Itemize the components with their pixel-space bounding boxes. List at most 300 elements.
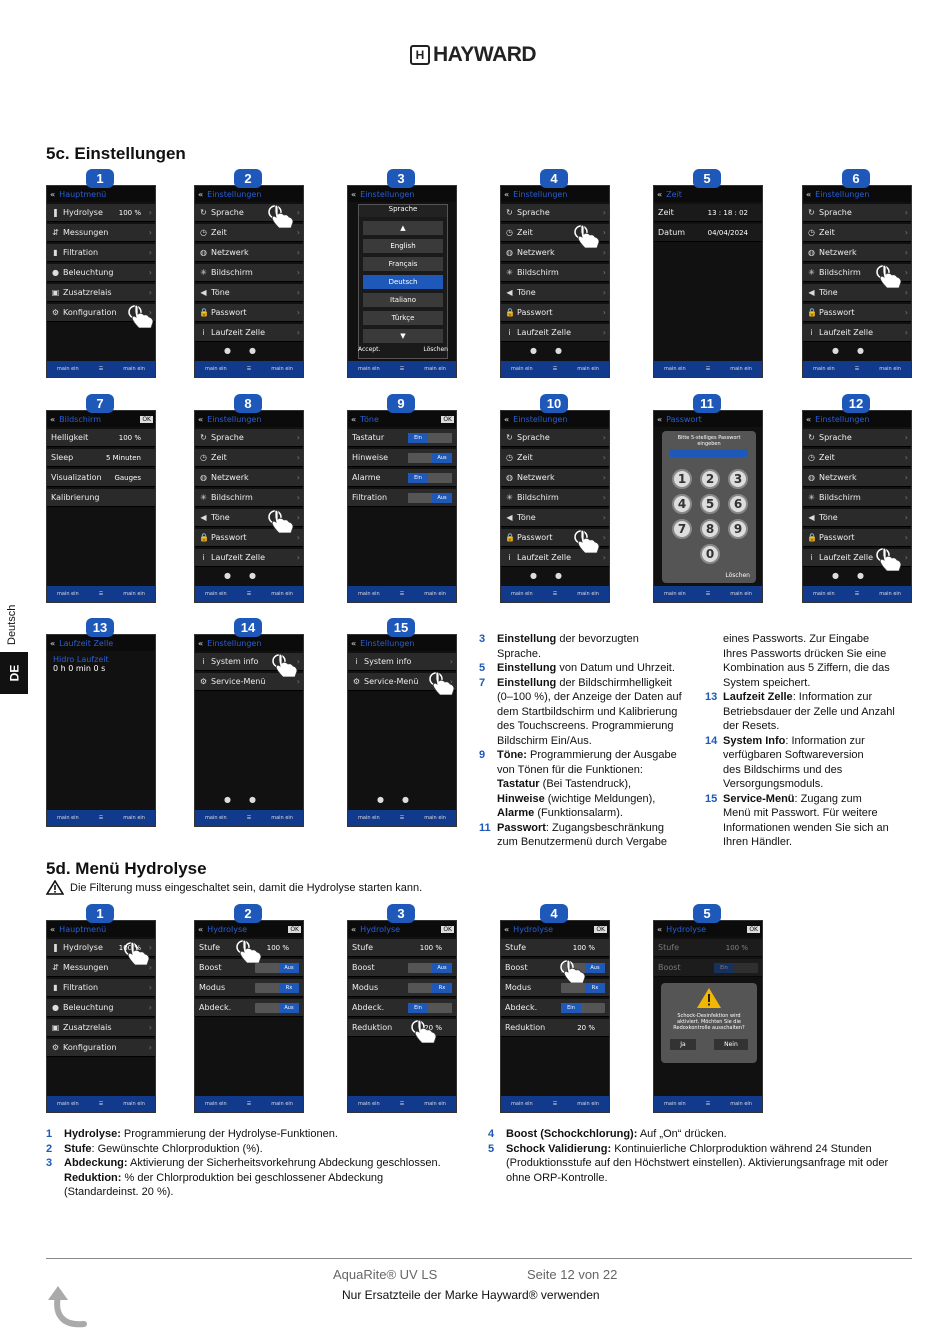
toggle-row[interactable] — [348, 489, 456, 507]
chevron-right-icon: › — [602, 493, 606, 502]
menu-row[interactable] — [47, 429, 155, 447]
note-text — [64, 1127, 338, 1142]
keypad-key[interactable]: 4 — [672, 494, 692, 514]
menu-row[interactable] — [501, 304, 609, 322]
menu-row[interactable] — [803, 449, 911, 467]
toggle-state: Rx — [585, 983, 605, 993]
footer-nav-button[interactable]: main ein — [577, 1101, 599, 1107]
menu-row[interactable] — [654, 939, 762, 957]
back-chevron-icon[interactable]: « — [504, 924, 510, 934]
dialog-buttons — [661, 1039, 757, 1050]
toggle-row[interactable] — [348, 999, 456, 1017]
chevron-right-icon: › — [602, 328, 606, 337]
menu-row[interactable] — [195, 449, 303, 467]
row-label: Netzwerk — [517, 248, 555, 257]
note-term: Boost (Schockchlorung): — [506, 1128, 638, 1140]
footer-nav-button[interactable]: main ein — [358, 366, 380, 372]
toggle-row[interactable] — [348, 429, 456, 447]
menu-row[interactable] — [195, 324, 303, 342]
screen-title: Einstellungen — [513, 414, 568, 424]
menu-row[interactable] — [47, 204, 155, 222]
toggle-row[interactable] — [501, 959, 609, 977]
note-term: Einstellung — [497, 662, 557, 674]
chevron-right-icon: › — [296, 328, 300, 337]
footer-nav-button[interactable]: ☰ — [246, 366, 252, 372]
screen-title: Einstellungen — [360, 638, 415, 648]
chevron-right-icon: › — [904, 208, 908, 217]
keypad-key[interactable]: 1 — [672, 469, 692, 489]
chevron-right-icon: › — [602, 268, 606, 277]
note-line — [479, 661, 699, 676]
row-label: Datum — [658, 228, 686, 237]
menu-row[interactable] — [803, 304, 911, 322]
note-desc: Informationen wenden Sie sich an — [723, 821, 889, 834]
footer-nav-button[interactable]: main ein — [205, 815, 227, 821]
dialog-yes-button[interactable]: Ja — [670, 1039, 695, 1050]
footer-nav-button[interactable]: ☰ — [246, 591, 252, 597]
menu-row[interactable] — [348, 1019, 456, 1037]
row-icon: i — [355, 657, 358, 666]
toggle-switch[interactable] — [255, 1003, 299, 1013]
row-icon: ❚ — [52, 943, 59, 952]
menu-row[interactable] — [195, 489, 303, 507]
back-chevron-icon[interactable]: « — [351, 414, 357, 424]
screen-title: Hydrolyse — [207, 924, 248, 934]
step-badge: 8 — [234, 394, 262, 413]
back-chevron-icon[interactable]: « — [504, 414, 510, 424]
row-label: Bildschirm — [517, 268, 559, 277]
row-icon: ◷ — [808, 228, 815, 237]
touch-hand-icon — [267, 204, 295, 228]
row-label: Töne — [211, 513, 230, 522]
screen-title: Einstellungen — [207, 189, 262, 199]
footer-nav-button[interactable]: ☰ — [399, 1101, 405, 1107]
footer-nav-button[interactable]: main ein — [879, 366, 901, 372]
footer-nav-button[interactable]: main ein — [123, 591, 145, 597]
chevron-right-icon: › — [904, 433, 908, 442]
menu-row[interactable] — [47, 284, 155, 302]
dialog-no-button[interactable]: Nein — [714, 1039, 748, 1050]
menu-row[interactable] — [803, 244, 911, 262]
footer-nav-button[interactable]: main ein — [730, 1101, 752, 1107]
menu-row[interactable] — [501, 1019, 609, 1037]
menu-row[interactable] — [47, 244, 155, 262]
note-desc: : Zugang zum — [794, 792, 862, 805]
screen-footer-nav — [195, 1096, 303, 1112]
menu-row[interactable] — [803, 429, 911, 447]
ok-button[interactable]: OK — [443, 925, 452, 933]
step-badge: 2 — [234, 169, 262, 188]
note-desc: : Information zur — [792, 691, 873, 703]
footer-nav-button[interactable]: main ein — [271, 366, 293, 372]
chevron-right-icon: › — [296, 433, 300, 442]
chevron-right-icon: › — [904, 493, 908, 502]
note-desc: (Bei Tastendruck), — [539, 778, 632, 790]
toggle-row[interactable] — [501, 999, 609, 1017]
row-label: Laufzeit Zelle — [819, 328, 874, 337]
footer-nav-button[interactable]: ☰ — [854, 366, 860, 372]
note-line — [488, 1127, 918, 1142]
footer-nav-button[interactable]: ☰ — [552, 366, 558, 372]
row-icon: ◀ — [506, 288, 513, 297]
screen-title: Hauptmenü — [59, 189, 107, 199]
footer-nav-button[interactable]: ☰ — [246, 815, 252, 821]
row-icon: ◷ — [200, 453, 207, 462]
keypad-key[interactable]: 6 — [728, 494, 748, 514]
toggle-switch[interactable] — [408, 963, 452, 973]
row-value: 04/04/2024 — [707, 228, 748, 237]
footer-nav-button[interactable]: ☰ — [98, 591, 104, 597]
row-icon: ⇵ — [52, 963, 59, 972]
screen-footer-nav — [348, 361, 456, 377]
footer-nav-button[interactable]: main ein — [271, 591, 293, 597]
password-field[interactable] — [670, 449, 748, 457]
note-line — [705, 763, 915, 778]
footer-nav-button[interactable]: ☰ — [98, 1101, 104, 1107]
menu-row[interactable] — [195, 549, 303, 567]
row-icon: ⇵ — [52, 228, 59, 237]
note-line — [705, 647, 915, 662]
menu-row[interactable] — [654, 224, 762, 242]
screen-title: Passwort — [666, 414, 702, 424]
row-label: Töne — [819, 513, 838, 522]
chevron-right-icon: › — [296, 268, 300, 277]
back-chevron-icon[interactable]: « — [198, 638, 204, 648]
note-desc: Kombination aus 5 Ziffern, die das — [723, 662, 890, 674]
menu-row[interactable] — [47, 999, 155, 1017]
toggle-switch[interactable] — [408, 983, 452, 993]
screen-title: Einstellungen — [207, 638, 262, 648]
screen-s2 — [194, 185, 304, 378]
menu-row[interactable] — [47, 489, 155, 507]
back-chevron-icon[interactable]: « — [198, 924, 204, 934]
notes-5c-col2 — [705, 632, 915, 850]
back-chevron-icon[interactable]: « — [657, 414, 663, 424]
note-number: 1 — [46, 1128, 53, 1140]
menu-row[interactable] — [47, 979, 155, 997]
footer-nav-button[interactable]: main ein — [424, 815, 446, 821]
back-chevron-icon[interactable]: « — [657, 924, 663, 934]
chevron-right-icon: › — [296, 288, 300, 297]
menu-row[interactable] — [803, 529, 911, 547]
toggle-switch[interactable] — [561, 1003, 605, 1013]
footer-nav-button[interactable]: main ein — [730, 366, 752, 372]
scroll-down-icon[interactable]: ▼ — [363, 329, 443, 343]
note-desc: der Resets. — [723, 720, 780, 732]
note-text — [723, 690, 872, 705]
toggle-switch[interactable] — [408, 493, 452, 503]
footer-nav-button[interactable]: main ein — [271, 815, 293, 821]
step-badge: 6 — [842, 169, 870, 188]
menu-row[interactable] — [803, 469, 911, 487]
screen-footer-nav — [195, 361, 303, 377]
row-label: Töne — [211, 288, 230, 297]
chevron-right-icon: › — [602, 208, 606, 217]
toggle-row[interactable] — [348, 959, 456, 977]
menu-row[interactable] — [47, 469, 155, 487]
back-chevron-icon[interactable]: « — [198, 414, 204, 424]
footer-nav-button[interactable]: main ein — [205, 591, 227, 597]
back-chevron-icon[interactable]: « — [504, 189, 510, 199]
keypad-key[interactable]: 8 — [700, 519, 720, 539]
menu-row[interactable] — [195, 284, 303, 302]
footer-nav-button[interactable]: main ein — [577, 366, 599, 372]
footer-nav-button[interactable]: main ein — [358, 815, 380, 821]
row-icon: ↻ — [506, 208, 513, 217]
toggle-switch[interactable] — [255, 963, 299, 973]
menu-row[interactable] — [803, 489, 911, 507]
back-chevron-icon[interactable]: « — [351, 638, 357, 648]
toggle-row[interactable] — [195, 999, 303, 1017]
menu-row[interactable] — [195, 469, 303, 487]
back-chevron-icon[interactable]: « — [50, 414, 56, 424]
ok-button[interactable]: OK — [596, 925, 605, 933]
back-chevron-icon[interactable]: « — [198, 189, 204, 199]
row-icon: ▣ — [51, 1023, 60, 1032]
keypad-key[interactable]: 9 — [728, 519, 748, 539]
menu-row[interactable] — [47, 449, 155, 467]
footer-nav-button[interactable]: main ein — [205, 1101, 227, 1107]
menu-row[interactable] — [348, 653, 456, 671]
back-chevron-icon[interactable]: « — [657, 189, 663, 199]
toggle-switch[interactable] — [561, 983, 605, 993]
step-badge: 3 — [387, 169, 415, 188]
keypad-key[interactable]: 2 — [700, 469, 720, 489]
language-option[interactable]: Italiano — [363, 293, 443, 307]
toggle-row[interactable] — [654, 959, 762, 977]
keypad-key[interactable]: 3 — [728, 469, 748, 489]
menu-row[interactable] — [501, 284, 609, 302]
toggle-switch[interactable] — [408, 433, 452, 443]
note-desc: Versorgungsmoduls. — [723, 778, 824, 790]
footer-nav-button[interactable]: ☰ — [705, 1101, 711, 1107]
delete-button[interactable]: Löschen — [423, 346, 448, 353]
toggle-switch[interactable] — [408, 1003, 452, 1013]
footer-nav-button[interactable]: main ein — [813, 591, 835, 597]
note-line — [705, 661, 915, 676]
back-chevron-icon[interactable]: « — [351, 189, 357, 199]
row-label: Netzwerk — [211, 473, 249, 482]
back-chevron-icon[interactable]: « — [50, 189, 56, 199]
footer-nav-button[interactable]: main ein — [424, 366, 446, 372]
ok-button[interactable]: OK — [443, 415, 452, 423]
delete-button[interactable]: Löschen — [725, 572, 750, 579]
toggle-row[interactable] — [348, 449, 456, 467]
row-label: Zeit — [517, 228, 533, 237]
menu-row[interactable] — [47, 1039, 155, 1057]
note-desc: : Gewünschte Chlorproduktion (%). — [91, 1142, 263, 1155]
footer-nav-button[interactable]: ☰ — [552, 591, 558, 597]
menu-row[interactable] — [195, 264, 303, 282]
chevron-right-icon: › — [602, 248, 606, 257]
footer-nav-button[interactable]: main ein — [664, 591, 686, 597]
footer-nav-button[interactable]: main ein — [123, 815, 145, 821]
row-label: Boost — [658, 963, 681, 972]
footer-nav-button[interactable]: ☰ — [552, 1101, 558, 1107]
note-desc: des Touchscreens. Programmierung — [497, 720, 674, 732]
menu-row[interactable] — [348, 939, 456, 957]
footer-nav-button[interactable]: ☰ — [854, 591, 860, 597]
footer-nav-button[interactable]: main ein — [664, 1101, 686, 1107]
step-badge: 4 — [540, 169, 568, 188]
back-chevron-icon[interactable]: « — [806, 414, 812, 424]
menu-row[interactable] — [803, 224, 911, 242]
language-option[interactable]: Türkçe — [363, 311, 443, 325]
chevron-right-icon: › — [904, 513, 908, 522]
language-option[interactable]: English — [363, 239, 443, 253]
footer-nav-button[interactable]: main ein — [57, 591, 79, 597]
screen-footer-nav — [47, 810, 155, 826]
chevron-right-icon: › — [296, 553, 300, 562]
note-line — [488, 1171, 918, 1186]
row-label: Reduktion — [352, 1023, 393, 1032]
footer-nav-button[interactable]: ☰ — [399, 815, 405, 821]
footer-nav-button[interactable]: ☰ — [98, 815, 104, 821]
footer-nav-button[interactable]: ☰ — [399, 366, 405, 372]
row-icon: ⚙ — [352, 677, 361, 686]
ok-button[interactable]: OK — [749, 925, 758, 933]
footer-nav-button[interactable]: ☰ — [399, 591, 405, 597]
footer-nav-button[interactable]: main ein — [664, 366, 686, 372]
toggle-switch[interactable] — [408, 473, 452, 483]
step-badge: 10 — [540, 394, 568, 413]
menu-row[interactable] — [654, 204, 762, 222]
page-dots: ●● — [832, 346, 882, 355]
row-icon: ◍ — [506, 473, 513, 482]
toggle-row[interactable] — [501, 979, 609, 997]
footer-nav-button[interactable]: main ein — [424, 1101, 446, 1107]
row-icon: ✳ — [808, 493, 815, 502]
footer-nav-button[interactable]: main ein — [358, 591, 380, 597]
menu-row[interactable] — [501, 449, 609, 467]
note-text — [497, 777, 631, 792]
footer-nav-button[interactable]: main ein — [577, 591, 599, 597]
footer-nav-button[interactable]: main ein — [813, 366, 835, 372]
note-desc: der bevorzugten — [556, 633, 639, 645]
menu-row[interactable] — [47, 264, 155, 282]
page-dots: ●● — [530, 571, 580, 580]
footer-nav-button[interactable]: main ein — [511, 591, 533, 597]
row-label: Stufe — [199, 943, 221, 952]
menu-row[interactable] — [195, 429, 303, 447]
footer-nav-button[interactable]: main ein — [57, 1101, 79, 1107]
back-chevron-icon[interactable]: « — [806, 189, 812, 199]
ok-button[interactable]: OK — [290, 925, 299, 933]
menu-row[interactable] — [803, 324, 911, 342]
chevron-right-icon: › — [148, 248, 152, 257]
screen-s8 — [194, 410, 304, 603]
keypad-key[interactable]: 5 — [700, 494, 720, 514]
footer-nav-button[interactable]: main ein — [358, 1101, 380, 1107]
note-term: Hinweise — [497, 792, 545, 805]
chevron-right-icon: › — [602, 288, 606, 297]
note-desc: von Tönen für die Funktionen: — [497, 763, 643, 776]
row-label: Beleuchtung — [63, 268, 114, 277]
screen-header — [501, 411, 609, 427]
note-text — [497, 748, 677, 763]
row-icon: ◍ — [200, 248, 207, 257]
scroll-up-icon[interactable]: ▲ — [363, 221, 443, 235]
menu-row[interactable] — [195, 304, 303, 322]
menu-row[interactable] — [803, 204, 911, 222]
footer-nav-button[interactable]: main ein — [123, 1101, 145, 1107]
menu-row[interactable] — [501, 324, 609, 342]
footer-nav-button[interactable]: main ein — [57, 815, 79, 821]
toggle-row[interactable] — [348, 979, 456, 997]
menu-row[interactable] — [803, 509, 911, 527]
menu-row[interactable] — [501, 939, 609, 957]
toggle-switch[interactable] — [255, 983, 299, 993]
menu-row[interactable] — [501, 204, 609, 222]
note-desc: Menü mit Passwort. Für weitere — [723, 807, 878, 819]
screen-footer-nav — [501, 586, 609, 602]
footer-nav-button[interactable]: ☰ — [246, 1101, 252, 1107]
footer-nav-button[interactable]: ☰ — [705, 591, 711, 597]
footer-nav-button[interactable]: main ein — [511, 1101, 533, 1107]
menu-row[interactable] — [501, 429, 609, 447]
screen-footer-nav — [195, 810, 303, 826]
footer-nav-button[interactable]: main ein — [205, 366, 227, 372]
touch-hand-icon — [573, 529, 601, 553]
toggle-switch[interactable] — [408, 453, 452, 463]
keypad-key[interactable]: 7 — [672, 519, 692, 539]
row-icon: ⚙ — [199, 677, 208, 686]
footer-nav-button[interactable]: main ein — [57, 366, 79, 372]
password-prompt: Bitte 5-stelliges Passwort eingeben — [677, 435, 741, 447]
footer-nav-button[interactable]: ☰ — [705, 366, 711, 372]
menu-row[interactable] — [195, 244, 303, 262]
footer-nav-button[interactable]: main ein — [879, 591, 901, 597]
chevron-right-icon: › — [904, 288, 908, 297]
footer-nav-button[interactable]: main ein — [730, 591, 752, 597]
menu-row[interactable] — [47, 1019, 155, 1037]
row-icon: ◀ — [808, 288, 815, 297]
screen-footer-nav — [348, 586, 456, 602]
toggle-switch[interactable] — [714, 963, 758, 973]
language-option[interactable]: Français — [363, 257, 443, 271]
menu-row[interactable] — [501, 489, 609, 507]
note-number: 4 — [488, 1128, 495, 1140]
back-chevron-icon[interactable]: « — [50, 924, 56, 934]
back-arrow-icon[interactable] — [44, 1282, 90, 1328]
row-icon: ◷ — [506, 228, 513, 237]
chevron-right-icon: › — [904, 553, 908, 562]
menu-row[interactable] — [501, 469, 609, 487]
back-chevron-icon[interactable]: « — [50, 638, 56, 648]
note-desc: Programmierung der Ausgabe — [526, 749, 677, 761]
footer-nav-button[interactable]: main ein — [511, 366, 533, 372]
toggle-row[interactable] — [195, 979, 303, 997]
toggle-row[interactable] — [348, 469, 456, 487]
step-badge: 5 — [693, 904, 721, 923]
ok-button[interactable]: OK — [142, 415, 151, 423]
menu-row[interactable] — [47, 224, 155, 242]
footer-nav-button[interactable]: main ein — [271, 1101, 293, 1107]
menu-row[interactable] — [501, 509, 609, 527]
menu-row[interactable] — [501, 264, 609, 282]
dialog-message: Schock-Desinfektion wird aktiviert. Möchten Sie die Redoxkontrolle ausschalten? — [673, 1013, 745, 1031]
note-desc: Aktivierung der Sicherheitsvorkehrung Abdeckung geschlossen. — [127, 1157, 441, 1169]
row-label: Töne — [517, 288, 536, 297]
language-option[interactable]: Deutsch — [363, 275, 443, 289]
footer-nav-button[interactable]: main ein — [123, 366, 145, 372]
back-chevron-icon[interactable]: « — [351, 924, 357, 934]
accept-button[interactable]: Accept. — [358, 346, 381, 353]
screen-footer-nav — [47, 1096, 155, 1112]
footer-nav-button[interactable]: main ein — [424, 591, 446, 597]
keypad-key[interactable]: 0 — [700, 544, 720, 564]
footer-nav-button[interactable]: ☰ — [98, 366, 104, 372]
